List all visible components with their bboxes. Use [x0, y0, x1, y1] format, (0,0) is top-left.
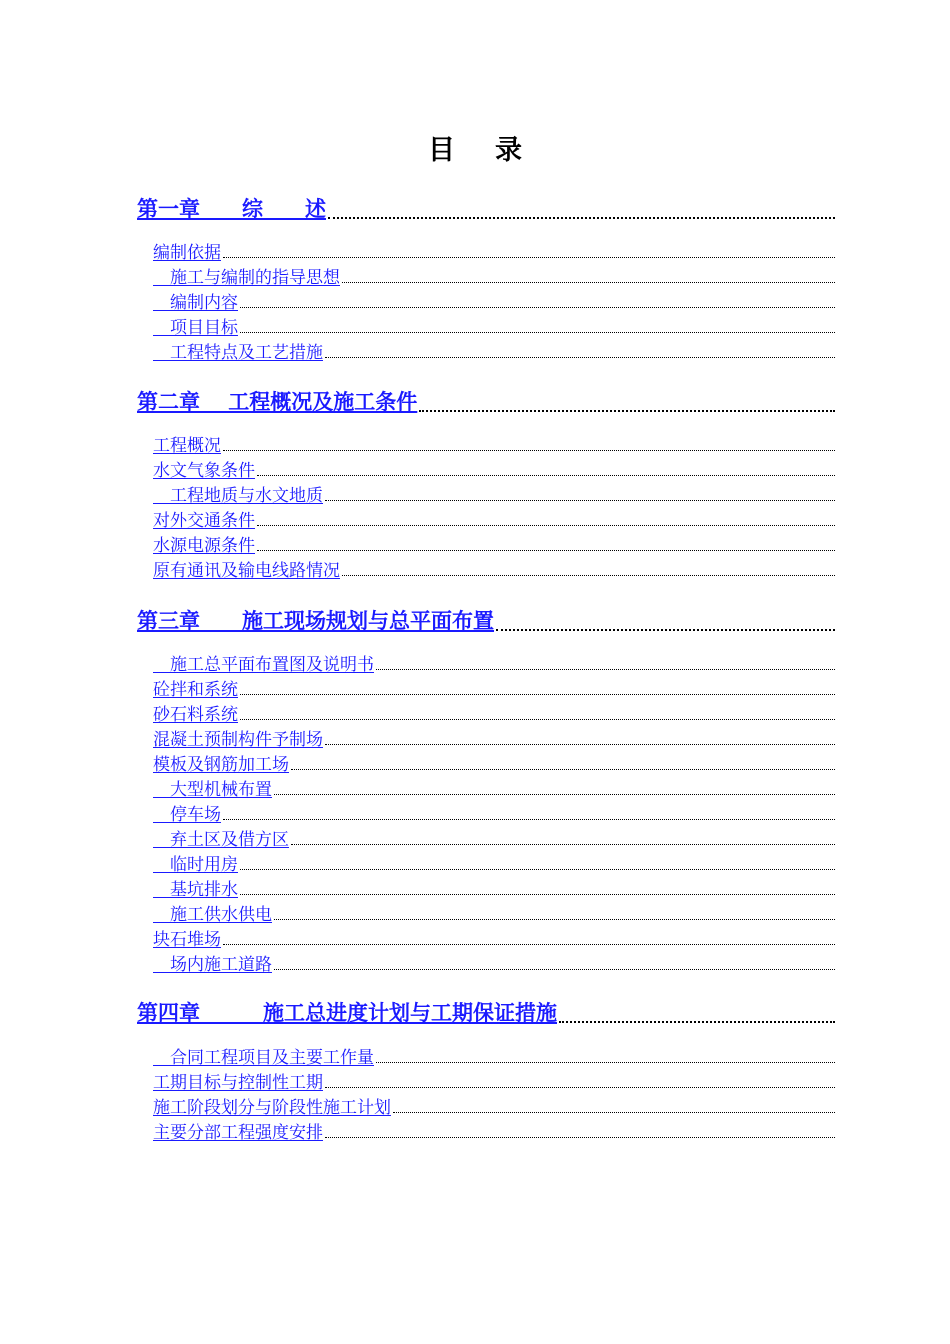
dot-leader: [240, 894, 835, 895]
dot-leader: [376, 1062, 835, 1063]
toc-section-link[interactable]: 对外交通条件: [153, 511, 255, 531]
dot-leader: [257, 475, 835, 476]
toc-section-link[interactable]: 工期目标与控制性工期: [153, 1073, 323, 1093]
toc-section[interactable]: [153, 434, 835, 456]
toc-section[interactable]: [153, 459, 835, 481]
toc-section[interactable]: [153, 316, 835, 338]
dot-leader: [240, 307, 835, 308]
toc-section[interactable]: [153, 678, 835, 700]
dot-leader: [257, 550, 835, 551]
toc-section[interactable]: [153, 753, 835, 775]
toc-section[interactable]: [153, 341, 835, 363]
dot-leader: [223, 819, 835, 820]
toc-section[interactable]: [153, 728, 835, 750]
dot-leader: [419, 410, 835, 412]
toc-section[interactable]: [153, 559, 835, 581]
toc-section-link[interactable]: 项目目标: [153, 318, 238, 338]
toc-section[interactable]: [153, 241, 835, 263]
dot-leader: [223, 450, 835, 451]
dot-leader: [496, 629, 835, 631]
toc-section[interactable]: [153, 291, 835, 313]
toc-section[interactable]: [153, 509, 835, 531]
toc-section[interactable]: [153, 703, 835, 725]
toc-section-link[interactable]: 编制依据: [153, 243, 221, 263]
dot-leader: [342, 282, 835, 283]
dot-leader: [342, 575, 835, 576]
toc-section-link[interactable]: 块石堆场: [153, 930, 221, 950]
toc-section[interactable]: [153, 778, 835, 800]
dot-leader: [325, 1087, 835, 1088]
toc-chapter-4-link[interactable]: 第四章 施工总进度计划与工期保证措施: [137, 1000, 557, 1025]
toc-section[interactable]: [153, 878, 835, 900]
toc-section-link[interactable]: 编制内容: [153, 293, 238, 313]
dot-leader: [274, 969, 835, 970]
toc-section-link[interactable]: 主要分部工程强度安排: [153, 1123, 323, 1143]
toc-section-link[interactable]: 砂石料系统: [153, 705, 238, 725]
toc-section-link[interactable]: 模板及钢筋加工场: [153, 755, 289, 775]
dot-leader: [325, 1137, 835, 1138]
dot-leader: [325, 357, 835, 358]
toc-section-link[interactable]: 大型机械布置: [153, 780, 272, 800]
dot-leader: [240, 719, 835, 720]
dot-leader: [376, 669, 835, 670]
dot-leader: [274, 794, 835, 795]
toc-section[interactable]: [153, 484, 835, 506]
toc-section-link[interactable]: 工程地质与水文地质: [153, 486, 323, 506]
toc-chapter-2[interactable]: [137, 386, 835, 416]
toc-section-link[interactable]: 施工与编制的指导思想: [153, 268, 340, 288]
toc-section[interactable]: [153, 1071, 835, 1093]
toc-chapter-3-link[interactable]: 第三章 施工现场规划与总平面布置: [137, 608, 494, 633]
toc-section-link[interactable]: 施工阶段划分与阶段性施工计划: [153, 1098, 391, 1118]
toc-section[interactable]: [153, 828, 835, 850]
toc-section[interactable]: [153, 853, 835, 875]
toc-section-link[interactable]: 水源电源条件: [153, 536, 255, 556]
toc-section-link[interactable]: 施工总平面布置图及说明书: [153, 655, 374, 675]
dot-leader: [325, 744, 835, 745]
toc-section-link[interactable]: 基坑排水: [153, 880, 238, 900]
dot-leader: [325, 500, 835, 501]
toc-title-left: 目: [428, 135, 455, 166]
toc-section[interactable]: [153, 903, 835, 925]
toc-section-link[interactable]: 临时用房: [153, 855, 238, 875]
toc-section-link[interactable]: 混凝土预制构件予制场: [153, 730, 323, 750]
toc-chapter-1[interactable]: [137, 193, 835, 223]
toc-section[interactable]: [153, 534, 835, 556]
toc-section-link[interactable]: 砼拌和系统: [153, 680, 238, 700]
toc-chapter-2-link[interactable]: 第二章 工程概况及施工条件: [137, 389, 418, 414]
toc-section-link[interactable]: 施工供水供电: [153, 905, 272, 925]
toc-section[interactable]: [153, 928, 835, 950]
toc-section-link[interactable]: 场内施工道路: [153, 955, 272, 975]
toc-section[interactable]: [153, 266, 835, 288]
dot-leader: [240, 694, 835, 695]
toc-section[interactable]: [153, 803, 835, 825]
toc-section[interactable]: [153, 953, 835, 975]
dot-leader: [257, 525, 835, 526]
dot-leader: [328, 217, 835, 219]
dot-leader: [240, 332, 835, 333]
toc-title: [0, 128, 950, 167]
toc-section-link[interactable]: 工程概况: [153, 436, 221, 456]
dot-leader: [291, 844, 835, 845]
toc-title-right: 录: [495, 135, 522, 166]
toc-section-link[interactable]: 工程特点及工艺措施: [153, 343, 323, 363]
dot-leader: [240, 869, 835, 870]
dot-leader: [559, 1021, 835, 1023]
toc-section-link[interactable]: 原有通讯及输电线路情况: [153, 561, 340, 581]
dot-leader: [223, 257, 835, 258]
dot-leader: [291, 769, 835, 770]
toc-section-link[interactable]: 水文气象条件: [153, 461, 255, 481]
dot-leader: [223, 944, 835, 945]
toc-section[interactable]: [153, 653, 835, 675]
toc-section-link[interactable]: 弃土区及借方区: [153, 830, 289, 850]
toc-chapter-3[interactable]: [137, 605, 835, 635]
toc-chapter-1-link[interactable]: 第一章 综 述: [137, 196, 326, 221]
toc-section[interactable]: [153, 1121, 835, 1143]
toc-section-link[interactable]: 合同工程项目及主要工作量: [153, 1048, 374, 1068]
dot-leader: [393, 1112, 835, 1113]
toc-section-link[interactable]: 停车场: [153, 805, 221, 825]
toc-chapter-4[interactable]: [137, 997, 835, 1027]
dot-leader: [274, 919, 835, 920]
toc-section[interactable]: [153, 1096, 835, 1118]
toc-section[interactable]: [153, 1046, 835, 1068]
